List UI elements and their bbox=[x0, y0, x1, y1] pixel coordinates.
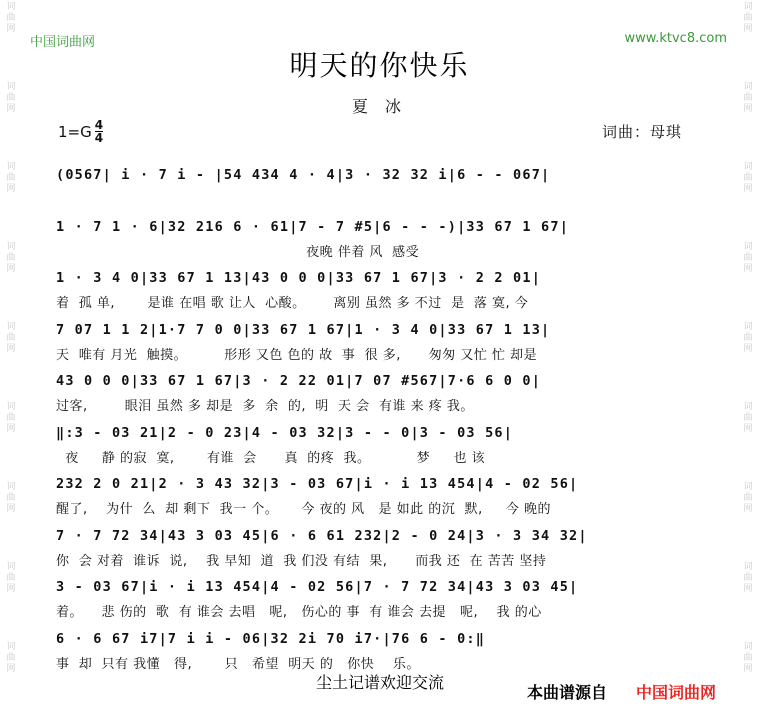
time-bottom: 4 bbox=[94, 131, 104, 145]
watermark-text: 词曲网 bbox=[743, 642, 753, 674]
site-url-right[interactable]: www.ktvc8.com bbox=[624, 31, 727, 46]
watermark-text: 词曲网 bbox=[6, 242, 16, 274]
lyric-line: 天 唯有 月光 触摸。 形形 又色 色的 故 事 很 多, 匆匆 又忙 忙 却是 bbox=[56, 347, 538, 363]
watermark-text: 词曲网 bbox=[6, 2, 16, 34]
watermark-text: 词曲网 bbox=[6, 402, 16, 434]
watermark-text: 词曲网 bbox=[743, 82, 753, 114]
watermark-text: 词曲网 bbox=[6, 642, 16, 674]
notation-line: 1 · 7 1 · 6|32 216 6 · 61|7 - 7 #5|6 - - -)|33 67 1 67| bbox=[56, 218, 570, 235]
watermark-text: 词曲网 bbox=[6, 482, 16, 514]
watermark-text: 词曲网 bbox=[6, 322, 16, 354]
notation-line: 6 · 6 67 i7|7 i i - 06|32 2i 70 i7·|76 6 - 0:‖ bbox=[56, 630, 486, 647]
watermark-text: 词曲网 bbox=[6, 162, 16, 194]
notation-line: ‖:3 - 03 21|2 - 0 23|4 - 03 32|3 - - 0|3 - 03 56| bbox=[56, 424, 514, 441]
watermark-text: 词曲网 bbox=[743, 242, 753, 274]
lyric-line: 着 孤 单, 是谁 在唱 歌 让人 心酸。 离别 虽然 多 不过 是 落 寞, 今 bbox=[56, 296, 529, 311]
time-top: 4 bbox=[94, 118, 104, 132]
watermark-text: 词曲网 bbox=[743, 482, 753, 514]
lyric-line: 夜 静 的寂 寞, 有谁 会 真 的疼 我。 梦 也 该 bbox=[56, 450, 486, 466]
notation-line: 1 · 3 4 0|33 67 1 13|43 0 0 0|33 67 1 67|3 · 2 2 01| bbox=[56, 270, 542, 286]
lyric-line: 你 会 对着 谁诉 说, 我 早知 道 我 们没 有结 果, 而我 还 在 苦苦 坚持 bbox=[56, 553, 547, 569]
watermark-text: 词曲网 bbox=[6, 562, 16, 594]
notation-line: 7 07 1 1 2|1·7 7 0 0|33 67 1 67|1 · 3 4 0|33 67 1 13| bbox=[56, 321, 551, 338]
key-signature bbox=[58, 119, 103, 144]
singer-name: 夏 冰 bbox=[351, 97, 408, 116]
lyric-line: 着。 悲 伤的 歌 有 谁会 去唱 呢, 伤心的 事 有 谁会 去提 呢, 我 的心 bbox=[56, 605, 542, 620]
watermark-text: 词曲网 bbox=[6, 82, 16, 114]
footer-note: 尘土记谱欢迎交流 bbox=[316, 673, 445, 692]
lyric-line: 夜晚 伴着 风 感受 bbox=[56, 244, 420, 260]
lyric-line: 事 却 只有 我懂 得, 只 希望 明天 的 你快 乐。 bbox=[56, 656, 420, 672]
watermark-text: 词曲网 bbox=[743, 162, 753, 194]
watermark-text: 词曲网 bbox=[743, 2, 753, 34]
lyric-line: 过客, 眼泪 虽然 多 却是 多 余 的, 明 天 会 有谁 来 疼 我。 bbox=[56, 399, 474, 414]
notation-line: 7 · 7 72 34|43 3 03 45|6 · 6 61 232|2 - 0 24|3 · 3 34 32| bbox=[56, 527, 588, 544]
notation-line: 232 2 0 21|2 · 3 43 32|3 - 03 67|i · i 13 454|4 - 02 56| bbox=[56, 476, 579, 492]
watermark-text: 词曲网 bbox=[743, 322, 753, 354]
watermark-text: 词曲网 bbox=[743, 562, 753, 594]
song-title: 明天的你快乐 bbox=[289, 49, 470, 82]
credit-text: 词曲：母琪 bbox=[602, 123, 683, 141]
source-site[interactable]: 中国词曲网 bbox=[636, 683, 717, 702]
notation-line: 43 0 0 0|33 67 1 67|3 · 2 22 01|7 07 #567|7·6 6 0 0| bbox=[56, 373, 542, 389]
key-label: 1=G bbox=[58, 122, 92, 141]
watermark-text: 词曲网 bbox=[743, 402, 753, 434]
notation-line: (0567| i · 7 i - |54 434 4 · 4|3 · 32 32 i|6 - - 067| bbox=[56, 167, 551, 183]
notation-line: 3 - 03 67|i · i 13 454|4 - 02 56|7 · 7 72 34|43 3 03 45| bbox=[56, 579, 579, 595]
time-signature bbox=[95, 119, 103, 144]
lyric-line: 醒了, 为什 么 却 剩下 我一 个。 今 夜的 风 是 如此 的沉 默, 今 晚的 bbox=[56, 502, 551, 517]
source-label: 本曲谱源自 bbox=[527, 683, 608, 702]
site-name-left[interactable]: 中国词曲网 bbox=[30, 35, 96, 50]
